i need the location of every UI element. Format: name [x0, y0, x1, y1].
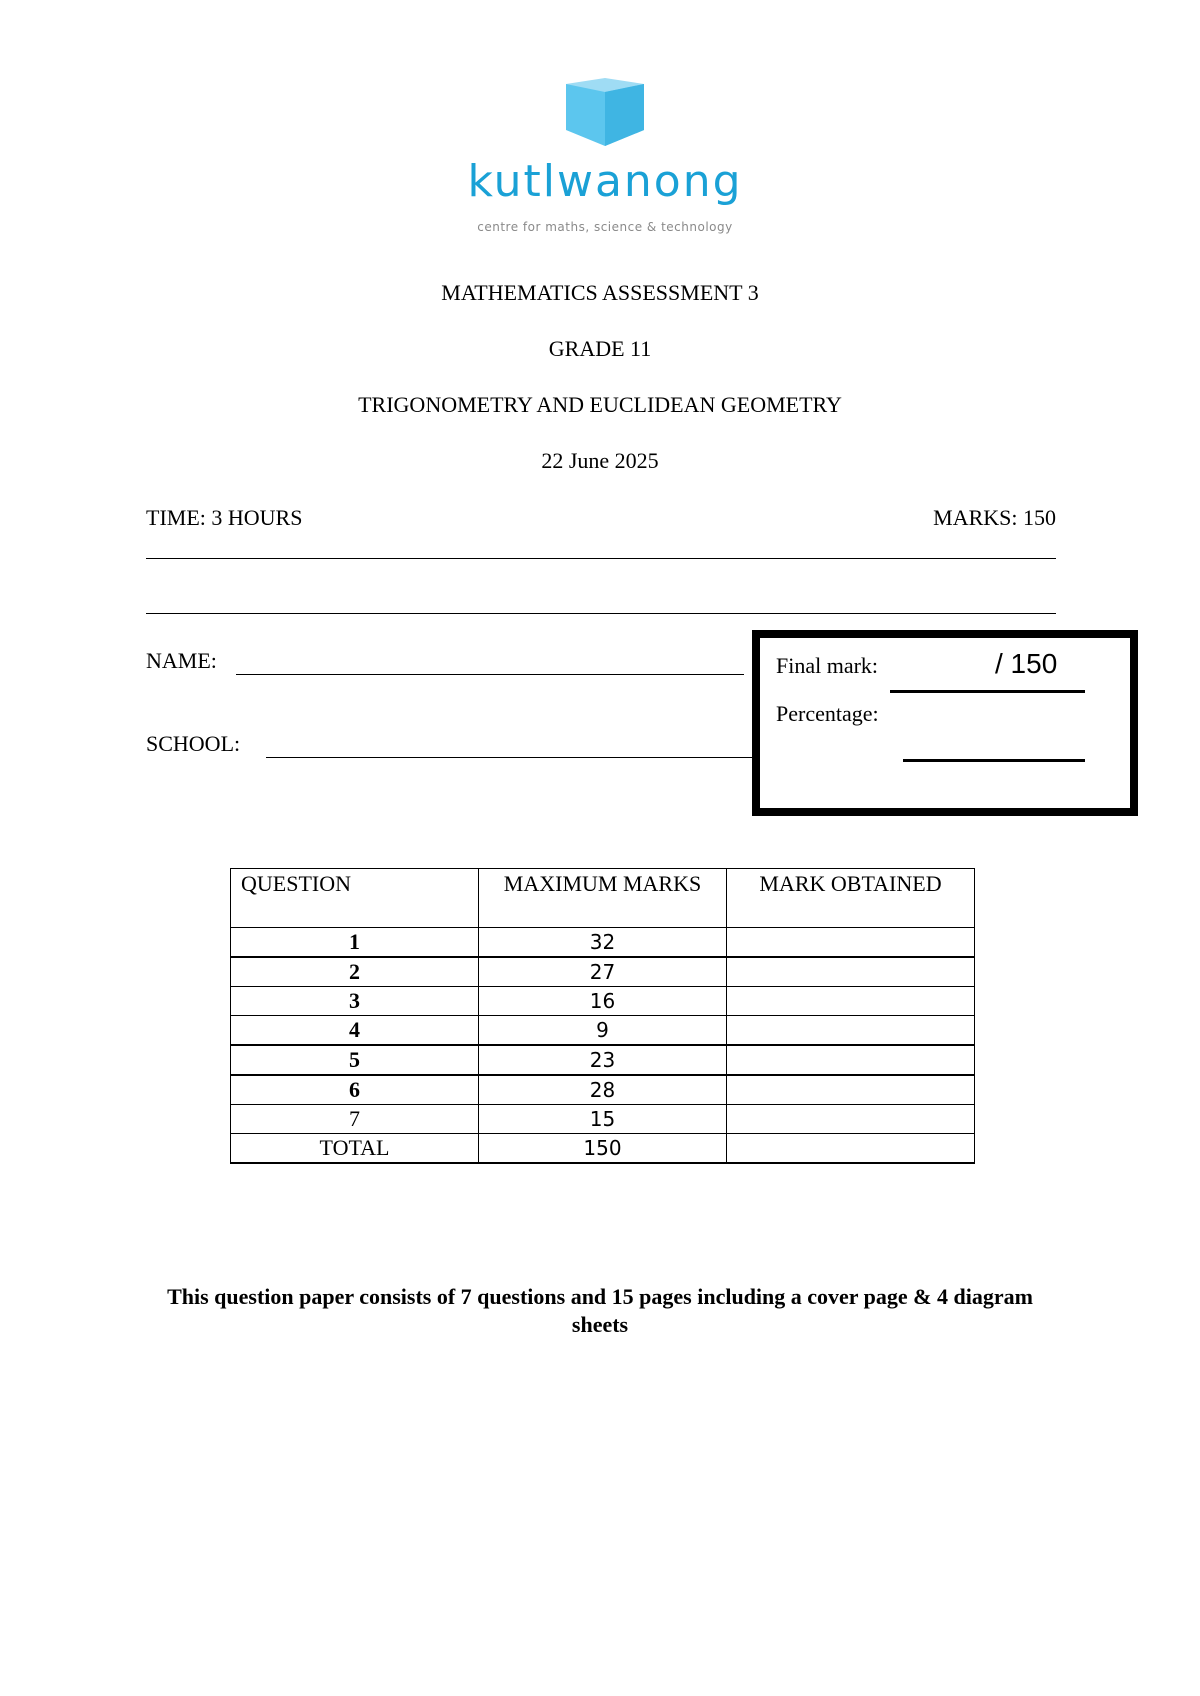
divider-line	[146, 558, 1056, 559]
question-column-header: QUESTION	[231, 869, 479, 928]
total-label: TOTAL	[231, 1134, 479, 1164]
logo-wordmark: kutlwanong	[467, 156, 743, 207]
question-number: 2	[231, 957, 479, 987]
divider-line	[146, 613, 1056, 614]
marks-table	[230, 868, 975, 1164]
marks-label: MARKS: 150	[933, 505, 1056, 530]
school-label: SCHOOL:	[146, 731, 241, 756]
percentage-field[interactable]	[903, 759, 1085, 762]
topic-label: TRIGONOMETRY AND EUCLIDEAN GEOMETRY	[358, 392, 842, 417]
question-number: 3	[231, 987, 479, 1016]
mark-obtained-cell[interactable]	[727, 1105, 975, 1134]
question-number: 6	[231, 1075, 479, 1105]
question-number: 1	[231, 928, 479, 958]
final-mark-total: / 150	[995, 648, 1058, 679]
max-marks-cell: 32	[479, 928, 727, 958]
question-number: 7	[231, 1105, 479, 1134]
table-row	[231, 987, 975, 1016]
final-mark-field[interactable]	[890, 690, 1085, 693]
mark-obtained-cell[interactable]	[727, 928, 975, 958]
exam-date: 22 June 2025	[541, 448, 659, 473]
table-total-row	[231, 1134, 975, 1164]
mark-obtained-cell[interactable]	[727, 957, 975, 987]
max-marks-cell: 15	[479, 1105, 727, 1134]
total-mark-obtained[interactable]	[727, 1134, 975, 1164]
max-marks-cell: 23	[479, 1045, 727, 1075]
table-row	[231, 1045, 975, 1075]
table-row	[231, 1075, 975, 1105]
max-marks-cell: 9	[479, 1016, 727, 1046]
percentage-label: Percentage:	[776, 701, 879, 726]
total-max-marks: 150	[479, 1134, 727, 1164]
question-number: 4	[231, 1016, 479, 1046]
mark-obtained-cell[interactable]	[727, 1075, 975, 1105]
max-marks-cell: 16	[479, 987, 727, 1016]
school-field[interactable]	[266, 757, 756, 758]
max-marks-cell: 28	[479, 1075, 727, 1105]
final-mark-label: Final mark:	[776, 653, 879, 678]
name-label: NAME:	[146, 648, 217, 673]
table-row	[231, 957, 975, 987]
grade-label: GRADE 11	[548, 336, 652, 361]
max-marks-column-header: MAXIMUM MARKS	[479, 869, 727, 928]
time-label: TIME: 3 HOURS	[146, 505, 303, 530]
logo-tagline: centre for maths, science & technology	[477, 220, 733, 234]
paper-info-note: This question paper consists of 7 questions and 15 pages including a cover page & 4 diagram sheets	[167, 1284, 1033, 1337]
mark-obtained-cell[interactable]	[727, 987, 975, 1016]
question-number: 5	[231, 1045, 479, 1075]
assessment-title: MATHEMATICS ASSESSMENT 3	[441, 280, 759, 305]
mark-obtained-cell[interactable]	[727, 1016, 975, 1046]
name-field[interactable]	[236, 674, 744, 675]
table-header-row	[231, 869, 975, 928]
table-row	[231, 1105, 975, 1134]
cube-logo-icon	[566, 78, 644, 146]
mark-obtained-cell[interactable]	[727, 1045, 975, 1075]
max-marks-cell: 27	[479, 957, 727, 987]
table-row	[231, 1016, 975, 1046]
mark-obtained-column-header: MARK OBTAINED	[727, 869, 975, 928]
table-row	[231, 928, 975, 958]
